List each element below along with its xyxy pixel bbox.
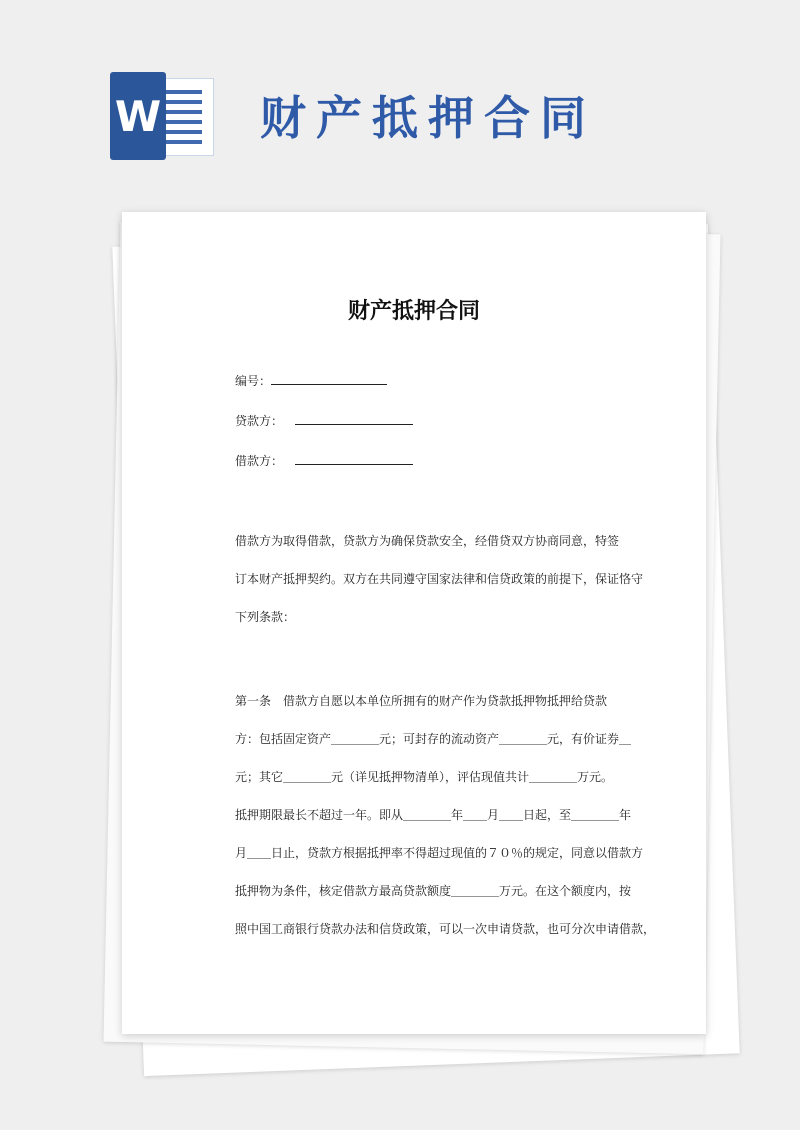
article-line: 月＿＿日止，贷款方根据抵押率不得超过现值的７０％的规定，同意以借款方 [235,846,644,860]
article-line: 照中国工商银行贷款办法和信贷政策，可以一次申请贷款，也可分次申请借款， [235,922,656,936]
banner [0,0,800,200]
field-borrower-blank [295,452,413,465]
intro-line: 订本财产抵押契约。双方在共同遵守国家法律和信贷政策的前提下，保证恪守 [235,572,644,586]
word-logo-icon [110,72,215,160]
document-title: 财产抵押合同 [347,299,480,324]
field-number-blank [271,372,387,385]
article-line: 第一条 借款方自愿以本单位所拥有的财产作为贷款抵押物抵押给贷款 [235,694,608,708]
banner-title: 财产抵押合同 [260,91,596,145]
article-line: 抵押物为条件，核定借款方最高贷款额度＿＿＿＿万元。在这个额度内，按 [235,884,632,898]
intro-paragraph [235,522,644,636]
field-number [235,372,387,389]
article-line: 抵押期限最长不超过一年。即从＿＿＿＿年＿＿月＿＿日起，至＿＿＿＿年 [235,808,632,822]
field-lender [235,412,413,429]
intro-line: 借款方为取得借款，贷款方为确保贷款安全，经借贷双方协商同意，特签 [235,534,620,548]
field-number-label: 编号： [235,374,272,388]
article-line: 方：包括固定资产＿＿＿＿元；可封存的流动资产＿＿＿＿元，有价证券＿ [235,732,632,746]
document-page [122,212,706,1034]
word-logo-letter: W [110,72,166,160]
field-borrower [235,452,413,469]
article-1-paragraph [235,682,656,948]
field-borrower-label: 借款方： [235,454,284,468]
article-line: 元；其它＿＿＿＿元（详见抵押物清单），评估现值共计＿＿＿＿万元。 [235,770,614,784]
field-lender-blank [295,412,413,425]
intro-line: 下列条款： [235,610,296,624]
field-lender-label: 贷款方： [235,414,284,428]
